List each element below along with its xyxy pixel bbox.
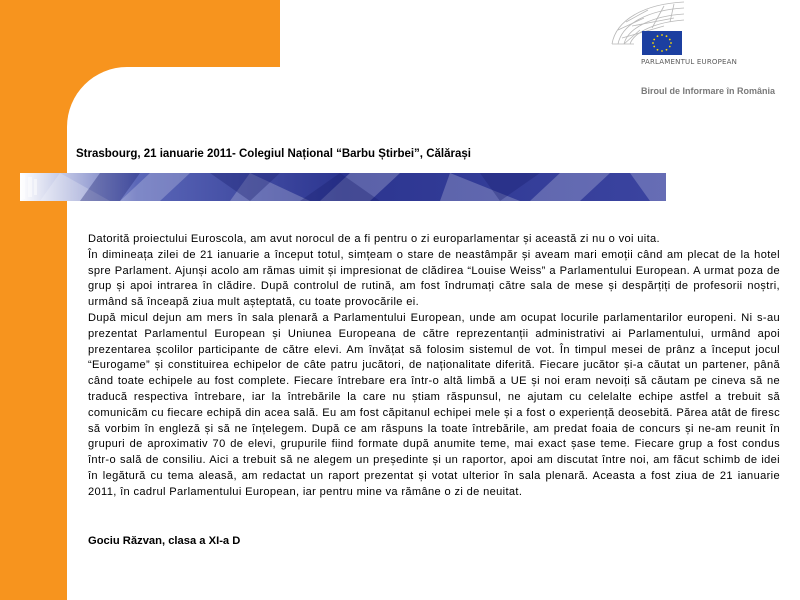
orange-sidebar-band	[0, 0, 67, 600]
article-body	[88, 232, 780, 501]
author-signature: Gociu Răzvan, clasa a XI-a D	[88, 535, 241, 547]
paragraph-intro: Datorită proiectului Euroscola, am avut norocul de a fi pentru o zi europarlamentar și această zi nu o voi uita.	[88, 233, 660, 245]
decorative-stars-band	[20, 173, 666, 201]
paragraph-day: După micul dejun am mers în sala plenară a Parlamentului European, unde am ocupat locurile parlamentarilor europeni. Ni s-au prezentat Parlamentul European și Uniunea Europeana de către reprezentanții administrativi ai Parlamentului, urmând apoi prezentarea școlilor participante de către elevi. Am învățat să folosim sistemul de vot. În timpul mesei de prânz a început jocul “Eurogame” și constituirea echipelor de câte patru jucători, de naționalitate diferită. Fiecare jucător și-a căutat un partener, până când toate echipele au fost complete. Fiecare întrebare era într-o altă limbă a UE și noi eram nevoiți să căutam pe cineva să ne traducă respectiva întrebare, iar la întrebările la care nu știam răspunsul, ne ajutam cu celelalte echipe astfel a trebuit să comunicăm cu fiecare echipă din acea sală. Eu am fost căpitanul echipei mele și a fost o experiență deosebită. Părea atât de firesc să vorbim în engleză și să ne înțelegem. După ce am răspuns la toate întrebările, am predat foaia de concurs și ne-am reunit în grupuri de aproximativ 70 de elevi, grupurile fiind formate după anumite teme, mai exact șase teme. Fiecare grup a fost condus într-o sală de consiliu. Aici a trebuit să ne alegem un președinte și un raportor, apoi am discutat între noi, am făcut schimb de idei în legătură cu tema aleasă, am redactat un raport prezentat și votat ulterior în sala plenară. Aceasta a fost ziua de 21 ianuarie 2011, în cadrul Parlamentului European, iar pentru mine va rămâne o zi de neuitat.	[88, 311, 780, 498]
logo-wordmark: PARLAMENTUL EUROPEAN	[641, 58, 738, 66]
orange-header-band	[0, 0, 280, 67]
european-parliament-logo	[604, 0, 764, 80]
bureau-name: Biroul de Informare în România	[641, 86, 776, 96]
parliament-building-icon	[604, 0, 764, 80]
paragraph-morning: În dimineața zilei de 21 ianuarie a început totul, simțeam o stare de neastâmpăr și aveam mari emoții când am plecat de la hotel spre Parlament. Ajunși acolo am rămas uimit și impresionat de clădirea “Louise Weiss” a Parlamentului European. A urmat poza de grup și apoi intrarea în clădire. După controlul de rutină, am fost îndrumați către sala de mese și despărțiți de profesorii noștri, urmând să înceapă ziua mult așteptată, cu toate provocările ei.	[88, 248, 780, 309]
stars-band-graphic	[20, 173, 666, 201]
article-header: Strasbourg, 21 ianuarie 2011- Colegiul Național “Barbu Știrbei”, Călărași	[76, 148, 471, 160]
